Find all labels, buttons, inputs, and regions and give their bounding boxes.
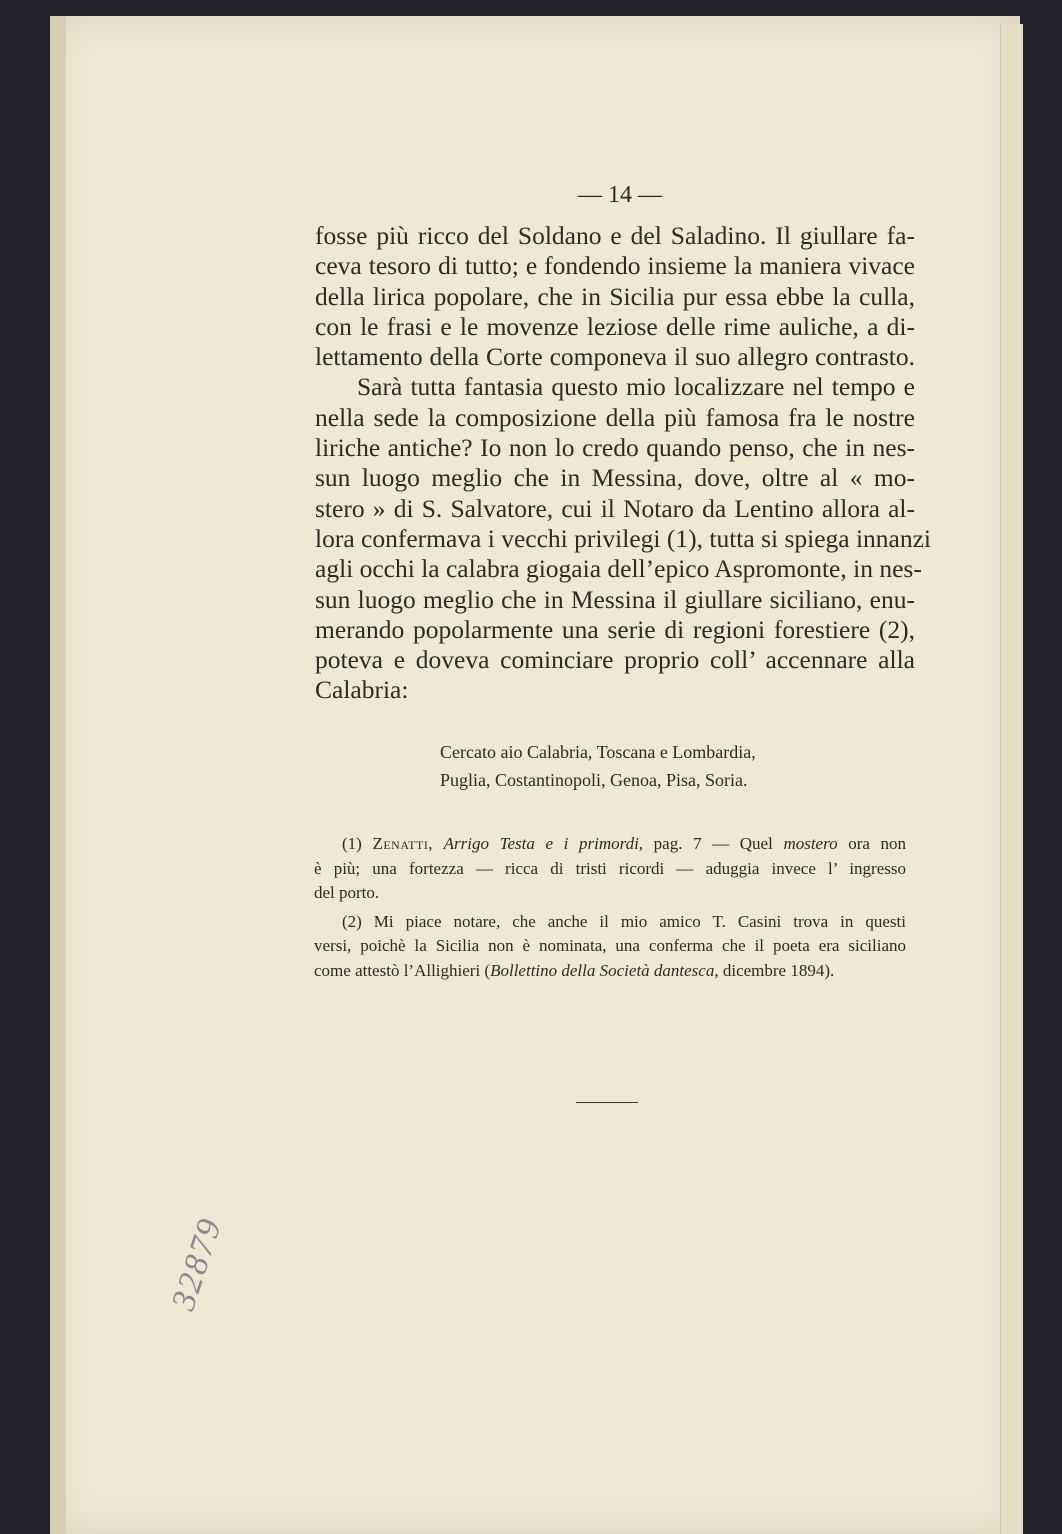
footnote-line: del porto. <box>314 883 380 902</box>
footnote-text: pag. 7 — Quel <box>653 834 773 853</box>
body-text <box>315 221 932 706</box>
page-number: — 14 — <box>578 182 662 208</box>
paragraph-1 <box>315 221 915 372</box>
inventory-stamp: 32879 <box>164 1212 230 1315</box>
footnote-line: (2) Mi piace notare, che anche il mio amico T. Casini trova in questi <box>342 911 906 931</box>
text-line: poteva e doveva cominciare proprio coll’ accennare alla <box>315 645 915 675</box>
paragraph-2 <box>315 372 932 705</box>
footnote-text: ora non <box>848 834 907 853</box>
page-edge <box>1000 24 1023 1534</box>
verse-line: Puglia, Costantinopoli, Genoa, Pisa, Soria. <box>440 770 748 790</box>
footnote-line <box>314 959 906 984</box>
text-line: stero » di S. Salvatore, cui il Notaro da Lentino allora al- <box>315 493 915 523</box>
text-line: Calabria: <box>315 675 409 705</box>
text-line: con le frasi e le movenze leziose delle rime auliche, a di- <box>315 311 915 341</box>
footnote-author: Zenatti, <box>372 834 434 853</box>
text-line: agli occhi la calabra giogaia dell’epico Aspromonte, in nes- <box>315 554 922 584</box>
end-rule <box>576 1102 638 1103</box>
footnote-text: dicembre 1894). <box>718 960 835 980</box>
footnote-line <box>314 832 906 857</box>
footnote-line: versi, poichè la Sicilia non è nominata, una conferma che il poeta era siciliano <box>314 936 906 955</box>
footnote-title: Arrigo Testa e i primordi, <box>443 834 644 853</box>
footnote-term: mostero <box>783 834 838 853</box>
footnote-2 <box>314 910 906 984</box>
text-line: sun luogo meglio che in Messina, dove, oltre al « mo- <box>315 463 915 493</box>
text-line: merando popolarmente una serie di regioni forestiere (2), <box>315 614 915 644</box>
footnote-1 <box>314 832 906 906</box>
verse-line: Cercato aio Calabria, Toscana e Lombardia, <box>440 742 756 762</box>
text-line: fosse più ricco del Soldano e del Saladino. Il giullare fa- <box>315 221 915 250</box>
page-gutter <box>50 16 66 1534</box>
footnote-title: Bollettino della Società dantesca, <box>490 960 719 980</box>
text-line: lora confermava i vecchi privilegi (1), tutta si spiega innanzi <box>315 523 932 553</box>
text-line: liriche antiche? Io non lo credo quando penso, che in nes- <box>315 433 915 463</box>
text-line: della lirica popolare, che in Sicilia pur essa ebbe la culla, <box>315 281 915 311</box>
footnote-marker: (1) <box>342 834 362 853</box>
footnote-text: come attestò l’Allighieri ( <box>314 960 491 980</box>
text-line: nella sede la composizione della più famosa fra le nostre <box>315 402 915 432</box>
verse-quotation <box>440 738 756 794</box>
text-line: lettamento della Corte componeva il suo allegro contrasto. <box>315 342 915 372</box>
text-line: sun luogo meglio che in Messina il giullare siciliano, enu- <box>315 584 915 614</box>
footnote-line: è più; una fortezza — ricca di tristi ricordi — aduggia invece l’ ingresso <box>314 858 906 878</box>
text-line: Sarà tutta fantasia questo mio localizzare nel tempo e <box>357 372 915 402</box>
footnotes <box>314 832 906 987</box>
text-line: ceva tesoro di tutto; e fondendo insieme la maniera vivace <box>315 251 915 281</box>
